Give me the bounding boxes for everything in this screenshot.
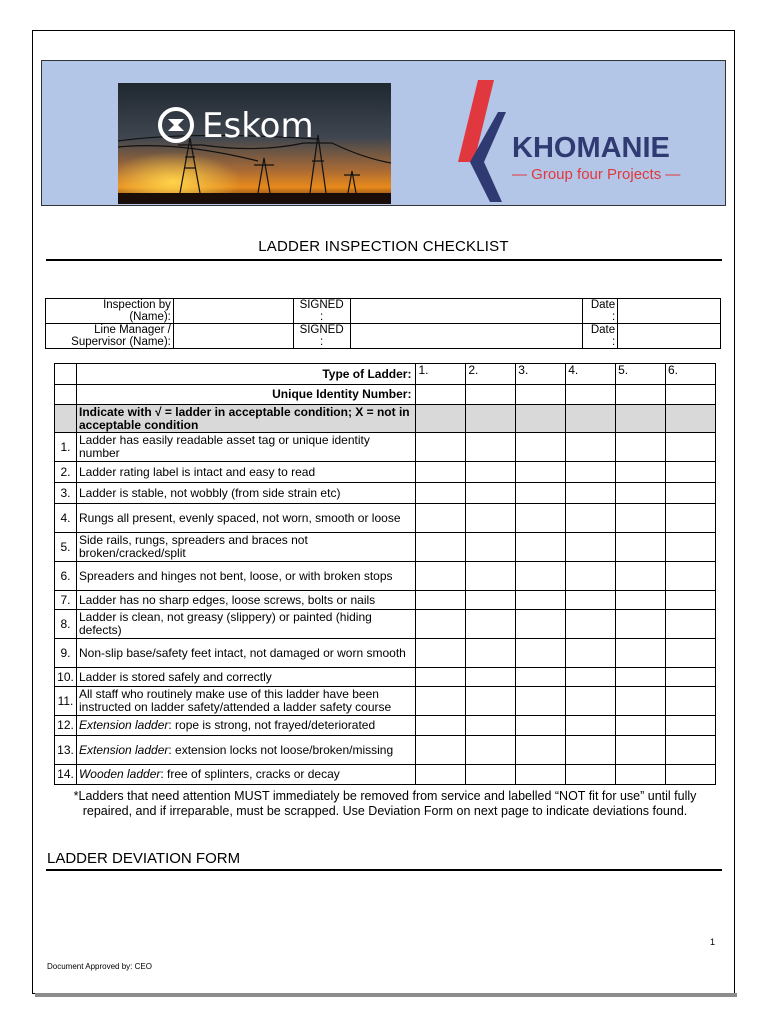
item-number: 3. <box>55 483 77 504</box>
type-of-ladder-label: Type of Ladder: <box>76 364 415 385</box>
check-cell[interactable] <box>416 433 466 462</box>
eskom-logo-image <box>118 83 391 204</box>
manager-name-field[interactable] <box>173 324 293 349</box>
indicate-row <box>55 405 716 433</box>
uid-field[interactable] <box>466 385 516 405</box>
check-cell[interactable] <box>666 668 716 687</box>
check-cell[interactable] <box>566 736 616 765</box>
check-cell[interactable] <box>666 765 716 785</box>
inspector-signature-field[interactable] <box>350 299 583 324</box>
check-cell[interactable] <box>416 687 466 716</box>
check-cell[interactable] <box>566 591 616 610</box>
deviation-underline <box>46 869 722 871</box>
check-cell[interactable] <box>466 639 516 668</box>
inspector-date-field[interactable] <box>618 299 721 324</box>
khomanie-tagline: — Group four Projects — <box>512 166 681 183</box>
item-text: All staff who routinely make use of this ladder have been instructed on ladder safety/attended a ladder safety course <box>76 687 415 716</box>
check-cell[interactable] <box>466 687 516 716</box>
ladder-column-4[interactable]: 4. <box>566 364 616 385</box>
ladder-type-emphasis: Extension ladder <box>78 718 169 732</box>
item-number: 10. <box>55 668 77 687</box>
ladder-type-emphasis: Wooden ladder <box>78 767 161 781</box>
item-text: Spreaders and hinges not bent, loose, or with broken stops <box>76 562 415 591</box>
check-cell[interactable] <box>566 716 616 736</box>
check-cell[interactable] <box>666 562 716 591</box>
check-cell[interactable] <box>516 591 566 610</box>
checklist-item-row <box>55 687 716 716</box>
item-text: Extension ladder: rope is strong, not frayed/deteriorated <box>76 716 415 736</box>
check-cell[interactable] <box>566 433 616 462</box>
check-cell[interactable] <box>516 504 566 533</box>
check-cell[interactable] <box>466 610 516 639</box>
check-cell[interactable] <box>466 504 516 533</box>
uid-field[interactable] <box>516 385 566 405</box>
check-cell[interactable] <box>666 610 716 639</box>
check-cell[interactable] <box>516 765 566 785</box>
check-cell[interactable] <box>416 765 466 785</box>
check-cell[interactable] <box>616 610 666 639</box>
date-label: Date <box>590 299 616 311</box>
ladder-column-5[interactable]: 5. <box>616 364 666 385</box>
check-cell[interactable] <box>666 639 716 668</box>
check-cell[interactable] <box>616 433 666 462</box>
check-cell[interactable] <box>516 716 566 736</box>
khomanie-logo <box>440 80 681 205</box>
uid-field[interactable] <box>666 385 716 405</box>
check-cell[interactable] <box>666 736 716 765</box>
check-cell[interactable] <box>616 533 666 562</box>
check-cell[interactable] <box>516 610 566 639</box>
eskom-brand-text: Eskom <box>202 106 314 146</box>
check-cell[interactable] <box>516 462 566 483</box>
page-shadow <box>35 993 737 997</box>
title-underline <box>46 259 722 261</box>
type-row <box>55 364 716 385</box>
checklist-item-row <box>55 716 716 736</box>
check-cell[interactable] <box>516 736 566 765</box>
check-cell[interactable] <box>616 765 666 785</box>
item-number: 8. <box>55 610 77 639</box>
item-text: Ladder has easily readable asset tag or unique identity number <box>76 433 415 462</box>
indicate-instruction: Indicate with √ = ladder in acceptable condition; X = not in acceptable condition <box>76 405 415 433</box>
check-cell[interactable] <box>516 562 566 591</box>
signed-label: SIGNED <box>299 299 344 311</box>
check-cell[interactable] <box>466 462 516 483</box>
inspector-label: Inspection by <box>103 299 171 311</box>
check-cell[interactable] <box>466 591 516 610</box>
checklist-item-row <box>55 562 716 591</box>
check-cell[interactable] <box>666 483 716 504</box>
khomanie-brand-text: KHOMANIE <box>512 132 670 164</box>
item-number: 14. <box>55 765 77 785</box>
check-cell[interactable] <box>666 716 716 736</box>
check-cell[interactable] <box>616 687 666 716</box>
item-number: 12. <box>55 716 77 736</box>
item-number: 9. <box>55 639 77 668</box>
check-cell[interactable] <box>416 610 466 639</box>
signoff-row-manager: Line Manager / Supervisor (Name): SIGNED : Date : <box>46 324 721 349</box>
check-cell[interactable] <box>566 765 616 785</box>
check-cell[interactable] <box>666 533 716 562</box>
check-cell[interactable] <box>566 668 616 687</box>
check-cell[interactable] <box>416 591 466 610</box>
check-cell[interactable] <box>516 668 566 687</box>
checklist-item-row <box>55 639 716 668</box>
item-number: 6. <box>55 562 77 591</box>
signoff-table <box>45 298 721 349</box>
check-cell[interactable] <box>466 562 516 591</box>
check-cell[interactable] <box>616 504 666 533</box>
item-number: 11. <box>55 687 77 716</box>
check-cell[interactable] <box>566 687 616 716</box>
item-number: 7. <box>55 591 77 610</box>
check-cell[interactable] <box>616 591 666 610</box>
uid-row <box>55 385 716 405</box>
check-cell[interactable] <box>566 462 616 483</box>
check-cell[interactable] <box>616 716 666 736</box>
item-text: Ladder rating label is intact and easy to read <box>76 462 415 483</box>
check-cell[interactable] <box>516 687 566 716</box>
checklist-item-row <box>55 765 716 785</box>
check-cell[interactable] <box>416 462 466 483</box>
check-cell[interactable] <box>416 668 466 687</box>
uid-field[interactable] <box>616 385 666 405</box>
check-cell[interactable] <box>416 504 466 533</box>
check-cell[interactable] <box>466 736 516 765</box>
check-cell[interactable] <box>616 736 666 765</box>
check-cell[interactable] <box>666 433 716 462</box>
check-cell[interactable] <box>416 639 466 668</box>
check-cell[interactable] <box>616 562 666 591</box>
checklist-items <box>55 433 716 785</box>
check-cell[interactable] <box>416 533 466 562</box>
item-text: Ladder is stable, not wobbly (from side strain etc) <box>76 483 415 504</box>
check-cell[interactable] <box>566 483 616 504</box>
check-cell[interactable] <box>466 533 516 562</box>
check-cell[interactable] <box>466 483 516 504</box>
item-number: 13. <box>55 736 77 765</box>
manager-date-field[interactable] <box>618 324 721 349</box>
inspector-name-field[interactable] <box>173 299 293 324</box>
check-cell[interactable] <box>566 610 616 639</box>
checklist-item-row <box>55 433 716 462</box>
item-text: Ladder is stored safely and correctly <box>76 668 415 687</box>
item-text: Wooden ladder: free of splinters, cracks or decay <box>76 765 415 785</box>
check-cell[interactable] <box>666 462 716 483</box>
item-text: Ladder has no sharp edges, loose screws, bolts or nails <box>76 591 415 610</box>
item-text: Ladder is clean, not greasy (slippery) or painted (hiding defects) <box>76 610 415 639</box>
ladder-column-1[interactable]: 1. <box>416 364 466 385</box>
check-cell[interactable] <box>466 433 516 462</box>
item-number: 1. <box>55 433 77 462</box>
check-cell[interactable] <box>566 504 616 533</box>
check-cell[interactable] <box>616 483 666 504</box>
checklist-item-row <box>55 610 716 639</box>
check-cell[interactable] <box>566 533 616 562</box>
checklist-title: LADDER INSPECTION CHECKLIST <box>258 238 509 255</box>
manager-signature-field[interactable] <box>350 324 583 349</box>
item-text: Side rails, rungs, spreaders and braces not broken/cracked/split <box>76 533 415 562</box>
check-cell[interactable] <box>666 687 716 716</box>
ladder-column-6[interactable]: 6. <box>666 364 716 385</box>
uid-field[interactable] <box>566 385 616 405</box>
item-number: 5. <box>55 533 77 562</box>
checklist-item-row <box>55 504 716 533</box>
approved-by: Document Approved by: CEO <box>47 962 152 971</box>
checklist-item-row <box>55 668 716 687</box>
ladder-column-3[interactable]: 3. <box>516 364 566 385</box>
checklist-item-row <box>55 462 716 483</box>
signed-label: SIGNED <box>299 324 344 336</box>
check-cell[interactable] <box>516 433 566 462</box>
checklist-item-row <box>55 736 716 765</box>
check-cell[interactable] <box>416 736 466 765</box>
ladder-checklist-table <box>54 363 716 785</box>
uid-field[interactable] <box>416 385 466 405</box>
checklist-item-row <box>55 533 716 562</box>
unique-identity-label: Unique Identity Number: <box>76 385 415 405</box>
check-cell[interactable] <box>416 562 466 591</box>
ladder-column-2[interactable]: 2. <box>466 364 516 385</box>
check-cell[interactable] <box>466 765 516 785</box>
item-text: Non-slip base/safety feet intact, not damaged or worn smooth <box>76 639 415 668</box>
removal-note: *Ladders that need attention MUST immediately be removed from service and labelled “NOT fit for use” until fully repaired, and if irreparable, must be scrapped. Use Deviation Form on next page to indicate deviations found. <box>73 789 697 818</box>
check-cell[interactable] <box>466 716 516 736</box>
date-label: Date <box>590 324 616 336</box>
check-cell[interactable] <box>666 591 716 610</box>
check-cell[interactable] <box>516 533 566 562</box>
item-text: Rungs all present, evenly spaced, not worn, smooth or loose <box>76 504 415 533</box>
checklist-item-row <box>55 483 716 504</box>
check-cell[interactable] <box>566 639 616 668</box>
signoff-row-inspector: Inspection by (Name): SIGNED : Date : <box>46 299 721 324</box>
ladder-type-emphasis: Extension ladder <box>78 742 169 757</box>
check-cell[interactable] <box>416 483 466 504</box>
check-cell[interactable] <box>566 562 616 591</box>
check-cell[interactable] <box>466 668 516 687</box>
item-number: 2. <box>55 462 77 483</box>
checklist-item-row <box>55 591 716 610</box>
deviation-form-title: LADDER DEVIATION FORM <box>47 850 241 867</box>
check-cell[interactable] <box>616 668 666 687</box>
check-cell[interactable] <box>616 639 666 668</box>
check-cell[interactable] <box>516 483 566 504</box>
check-cell[interactable] <box>666 504 716 533</box>
check-cell[interactable] <box>416 716 466 736</box>
check-cell[interactable] <box>616 462 666 483</box>
item-text: Extension ladder: extension locks not loose/broken/missing <box>76 736 415 765</box>
page-number: 1 <box>710 937 716 947</box>
manager-label: Line Manager / <box>94 324 171 336</box>
check-cell[interactable] <box>516 639 566 668</box>
item-number: 4. <box>55 504 77 533</box>
